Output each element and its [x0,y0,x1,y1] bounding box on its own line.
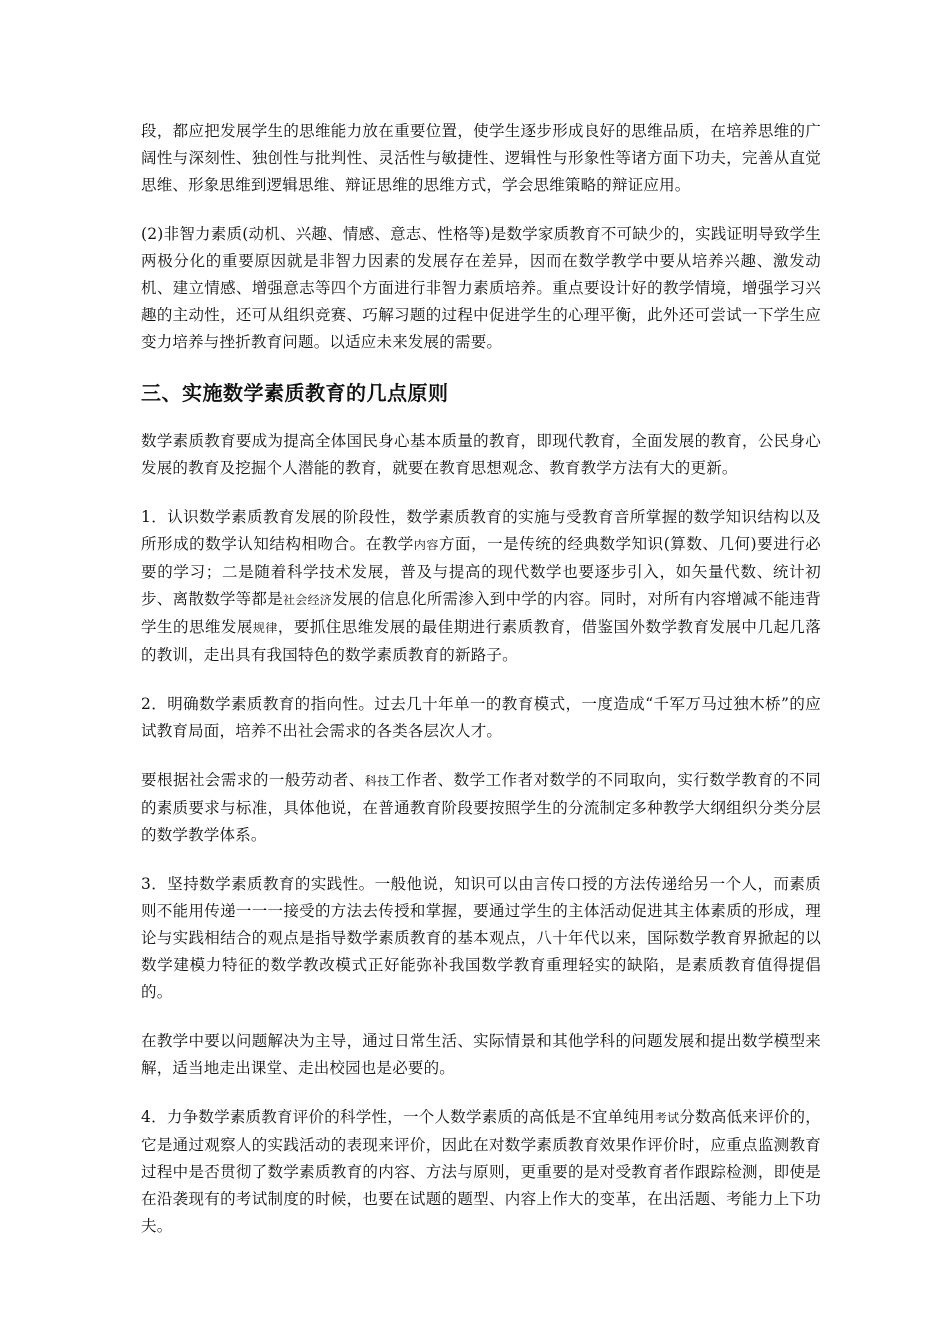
point-2-followup-text-a: 要根据社会需求的一般劳动者、 [141,771,365,789]
paragraph-point-2-followup [141,767,821,849]
point-1-word-social-economy: 社会经济 [282,593,333,607]
point-1-word-law: 规律 [252,621,278,635]
point-1-text-b: 方面，一是传统的经典数学知识(算数、几何)要进行必要的学习；二是随着科学技术发展，普及与提高的现代数学也要逐步引入，如矢量代数、统计初步、离散数学等都是 [141,535,821,608]
point-2-followup-text-b: 工作者、数学工作者对数学的不同取向，实行数学教育的不同的素质要求与标准，具体他说，在普通教育阶段要按照学生的分流制定多种教学大纲组织分类分层的数学教学体系。 [141,771,821,844]
point-1-text-a: 1．认识数学素质教育发展的阶段性，数学素质教育的实施与受教育音所掌握的数学知识结构以及所形成的数学认知结构相吻合。在教学 [141,508,821,553]
paragraph-point-3: 3．坚持数学素质教育的实践性。一般他说，知识可以由言传口授的方法传递给另一个人，而素质则不能用传递一一一接受的方法去传授和掌握，要通过学生的主体活动促进其主体素质的形成，理论与实践相结合的观点是指导数学素质教育的基本观点，八十年代以来，国际数学教育界掀起的以数学建模力特征的数学教改模式正好能弥补我国数学教育重理轻实的缺陷，是素质教育值得提倡的。 [141,875,821,1001]
point-1-text-d: ，要抓住思维发展的最佳期进行素质教育，借鉴国外数学教育发展中几起几落的教训，走出具有我国特色的数学素质教育的新路子。 [141,618,821,664]
paragraph-point-1 [141,504,821,669]
point-1-word-content: 内容 [413,538,439,552]
section-heading: 三、实施数学素质教育的几点原则 [141,381,449,405]
point-4-text-a: 4．力争数学素质教育评价的科学性，一个人数学素质的高低是不宜单纯用 [141,1108,655,1126]
point-2-followup-word-technology: 科技 [364,774,390,788]
paragraph-point-2: 2．明确数学素质教育的指向性。过去几十年单一的教育模式，一度造成“千军万马过独木桥”的应试教育局面，培养不出社会需求的各类各层次人才。 [141,695,821,740]
paragraph-section-intro: 数学素质教育要成为提高全体国民身心基本质量的教育，即现代教育，全面发展的教育，公民身心发展的教育及挖掘个人潜能的教育，就要在教育思想观念、教育教学方法有大的更新。 [141,432,821,477]
point-1-text-c: 发展的信息化所需渗入到中学的内容。同时，对所有内容增减不能违背学生的思维发展 [141,590,821,636]
point-4-text-b: 分数高低来评价的，它是通过观察人的实践活动的表现来评价，因此在对数学素质教育效果作评价时，应重点监测教育过程中是否贯彻了数学素质教育的内容、方法与原则，更重要的是对受教育者作跟踪检测，即使是在沿袭现有的考试制度的时候，也要在试题的题型、内容上作大的变革，在出活题、考能力上下功夫。 [141,1108,821,1235]
paragraph-thinking-continuation: 段，都应把发展学生的思维能力放在重要位置，使学生逐步形成良好的思维品质，在培养思维的广阔性与深刻性、独创性与批判性、灵活性与敏捷性、逻辑性与形象性等诸方面下功夫，完善从直觉思维、形象思维到逻辑思维、辩证思维的思维方式，学会思维策略的辩证应用。 [141,122,821,194]
paragraph-point-3-followup: 在教学中要以问题解决为主导，通过日常生活、实际情景和其他学科的问题发展和提出数学模型来解，适当地走出课堂、走出校园也是必要的。 [141,1032,821,1077]
paragraph-point-4 [141,1104,821,1240]
paragraph-non-intellectual: (2)非智力素质(动机、兴趣、情感、意志、性格等)是数学家质教育不可缺少的，实践证明导致学生两极分化的重要原因就是非智力因素的发展存在差异，因而在数学教学中要从培养兴趣、激发动机、建立情感、增强意志等四个方面进行非智力素质培养。重点要设计好的教学情境，增强学习兴趣的主动性，还可从组织竞赛、巧解习题的过程中促进学生的心理平衡，此外还可尝试一下学生应变力培养与挫折教育问题。以适应未来发展的需要。 [141,225,821,351]
point-4-word-exam: 考试 [654,1111,680,1125]
document-page [141,118,821,1262]
